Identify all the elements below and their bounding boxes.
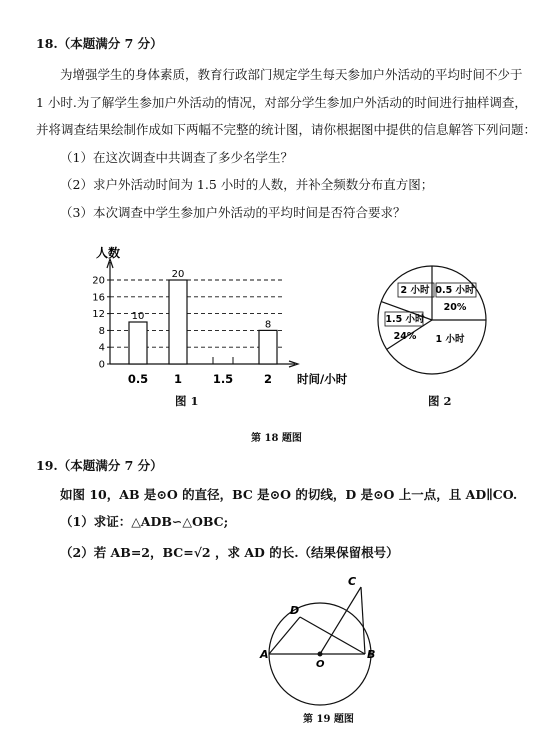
q19-sub-1: （1）求证：△ADB∽△OBC; (60, 514, 229, 529)
pie-slice-label: 1 小时 (435, 334, 465, 345)
q18-intro-3: 并将调查结果绘制作成如下两幅不完整的统计图，请你根据图中提供的信息解答下列问题： (36, 122, 537, 137)
x-axis-label: 时间/小时 (297, 372, 348, 386)
q18-intro-1: 为增强学生的身体素质，教育行政部门规定学生每天参加户外活动的平均时间不少于 (60, 67, 523, 82)
y-tick-label: 12 (92, 309, 105, 321)
label-o: O (316, 659, 325, 670)
x-tick-label: 2 (263, 372, 273, 386)
y-tick-label: 8 (98, 325, 105, 337)
label-c: C (348, 575, 357, 588)
q19-header: 19.（本题满分 7 分） (36, 458, 163, 473)
label-b: B (367, 648, 376, 661)
q18-figure-caption: 第 18 题图 (251, 433, 302, 444)
tangent-bc (361, 587, 365, 654)
q18-sub-3: （3）本次调查中学生参加户外活动的平均时间是否符合要求？ (60, 205, 406, 220)
pie-slice-percent: 20% (443, 302, 467, 313)
segment-ad (269, 617, 300, 654)
y-tick-label: 16 (92, 292, 105, 304)
bar-data-label: 8 (264, 319, 272, 331)
q18-header: 18.（本题满分 7 分） (36, 36, 163, 51)
label-d: D (290, 604, 300, 617)
fig1-caption: 图 1 (175, 394, 199, 408)
y-tick-label: 20 (92, 275, 105, 287)
q19-intro: 如图 10，AB 是⊙O 的直径，BC 是⊙O 的切线，D 是⊙O 上一点，且 AD∥CO. (60, 487, 518, 502)
pie-slice-percent: 24% (393, 331, 417, 342)
y-axis-label: 人数 (96, 246, 121, 260)
x-tick-label: 1.5 (212, 372, 234, 386)
q19-figure-caption: 第 19 题图 (303, 714, 354, 725)
pie-slice-label: 2 小时 (400, 285, 430, 296)
segment-oc (320, 587, 361, 654)
y-tick-label: 4 (98, 342, 105, 354)
bar-data-label: 20 (171, 269, 185, 280)
label-a: A (260, 648, 269, 661)
q19-sub-2: （2）若 AB=2，BC=√2 ，求 AD 的长.（结果保留根号） (60, 545, 399, 560)
y-tick-label: 0 (98, 359, 105, 371)
q18-intro-2: 1 小时.为了解学生参加户外活动的情况，对部分学生参加户外活动的时间进行抽样调查， (36, 95, 527, 110)
pie-slice-label: 1.5 小时 (385, 314, 425, 325)
q18-sub-2: （2）求户外活动时间为 1.5 小时的人数，并补全频数分布直方图； (60, 177, 434, 192)
pie-slice-label: 0.5 小时 (435, 285, 475, 296)
x-tick-label: 0.5 (127, 372, 149, 386)
x-tick-label: 1 (173, 372, 183, 386)
bar-data-label: 10 (131, 311, 145, 322)
center-point (318, 652, 323, 657)
segment-db (300, 617, 365, 654)
q18-sub-1: （1）在这次调查中共调查了多少名学生？ (60, 150, 293, 165)
fig2-caption: 图 2 (428, 394, 452, 408)
